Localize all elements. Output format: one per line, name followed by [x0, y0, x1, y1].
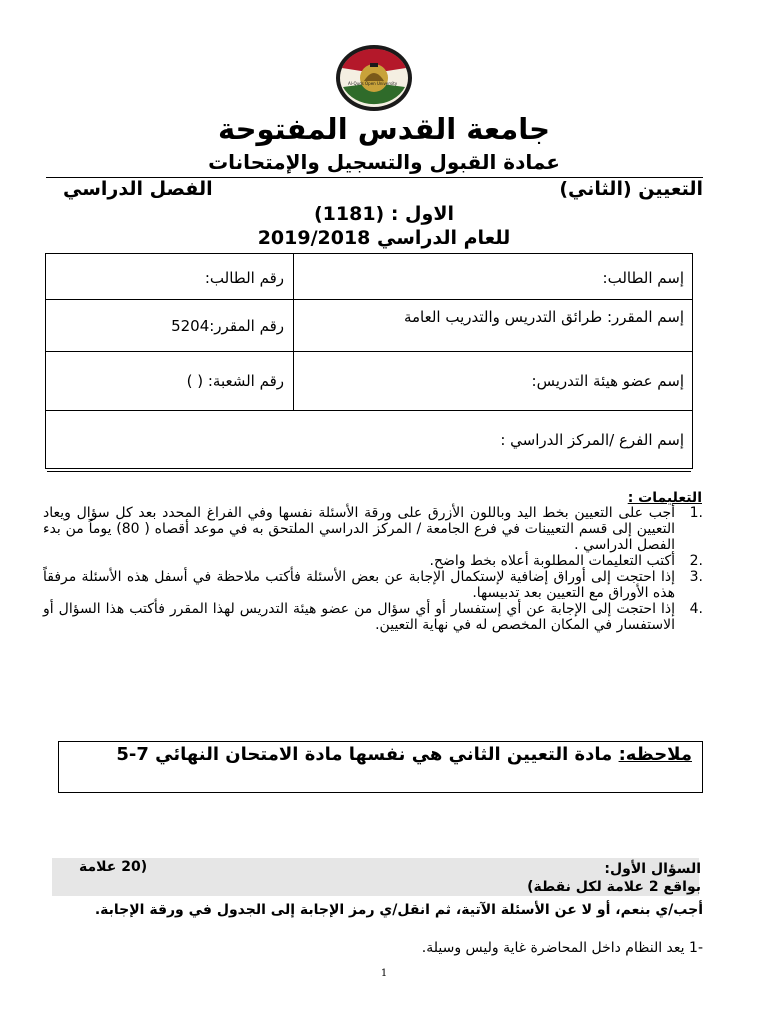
table-column-divider	[293, 254, 294, 410]
instructions-title: التعليمات :	[627, 490, 702, 506]
academic-year: للعام الدراسي 2019/2018	[257, 227, 511, 249]
instruction-item	[43, 601, 703, 633]
instruction-item	[43, 505, 703, 553]
instruction-text: إذا احتجت إلى الإجابة عن أي إستفسار أو أي سؤال من عضو هيئة التدريس لهذا المقرر فأكتب هذا السؤال أو الاستفسار في المكان المخصص له في نهاية التعيين.	[43, 601, 675, 633]
table-divider	[46, 351, 692, 352]
note-label: ملاحظه:	[618, 744, 692, 765]
note-body: مادة التعيين الثاني هي نفسها مادة الامتحان النهائي 7-5	[116, 744, 619, 765]
course-number-field: رقم المقرر:5204	[171, 317, 284, 335]
instruction-number: .1	[689, 505, 703, 521]
assignment-label: التعيين (الثاني)	[559, 178, 703, 200]
section-number-field[interactable]: رقم الشعبة: ( )	[186, 372, 284, 390]
assignment-semester-row	[63, 178, 703, 202]
student-name-field[interactable]: إسم الطالب:	[602, 269, 684, 287]
question-instruction: أجب/ي بنعم، أو لا عن الأسئلة الآتية، ثم انقل/ي رمز الإجابة إلى الجدول في ورقة الإجابة.	[94, 902, 703, 918]
branch-field[interactable]: إسم الفرع /المركز الدراسي :	[500, 431, 684, 449]
deanship-title: عمادة القبول والتسجيل والإمتحانات	[208, 150, 560, 174]
student-number-field[interactable]: رقم الطالب:	[204, 269, 284, 287]
semester-line: الاول : (1181)	[313, 203, 455, 225]
student-info-table	[45, 253, 693, 469]
instruction-item	[43, 569, 703, 601]
note-box	[58, 741, 703, 793]
instruction-text: أكتب التعليمات المطلوبة أعلاه بخط واضح.	[429, 553, 675, 569]
semester-label: الفصل الدراسي	[63, 178, 213, 200]
instruction-item	[43, 553, 703, 569]
table-divider	[46, 410, 692, 411]
question-item: -1 يعد النظام داخل المحاضرة غاية وليس وسيلة.	[421, 940, 703, 956]
note-text	[72, 743, 692, 767]
instructions-list	[43, 505, 703, 633]
question-marks-detail: بواقع 2 علامة لكل نقطة)	[527, 879, 701, 895]
faculty-member-field[interactable]: إسم عضو هيئة التدريس:	[531, 372, 684, 390]
course-name-field: إسم المقرر: طرائق التدريس والتدريب العامة	[403, 308, 684, 326]
instruction-text: أجب على التعيين بخط اليد وباللون الأزرق على ورقة الأسئلة نفسها وفي الفراغ المحدد بعد كل سؤال ويعاد التعيين إلى قسم التعيينات في فرع الجامعة / المركز الدراسي الملتحق به في موعد أقصاه ( 80) يوماً من بدء الفصل الدراسي .	[43, 505, 675, 553]
university-logo	[334, 43, 414, 113]
table-divider	[46, 299, 692, 300]
instruction-number: .4	[689, 601, 703, 617]
instruction-text: إذا احتجت إلى أوراق إضافية لإستكمال الإجابة عن بعض الأسئلة فأكتب ملاحظة في أسفل هذه الأسئلة مرفقاً هذه الأوراق مع التعيين بعد تدبيسها.	[43, 569, 675, 601]
question-marks: (20 علامة	[79, 859, 148, 875]
page-number: 1	[380, 968, 388, 979]
question-title: السؤال الأول:	[604, 861, 701, 877]
instruction-number: .2	[689, 553, 703, 569]
university-name: جامعة القدس المفتوحة	[217, 112, 550, 146]
instruction-number: .3	[689, 569, 703, 585]
svg-text:Al-Quds Open University: Al-Quds Open University	[348, 81, 398, 86]
